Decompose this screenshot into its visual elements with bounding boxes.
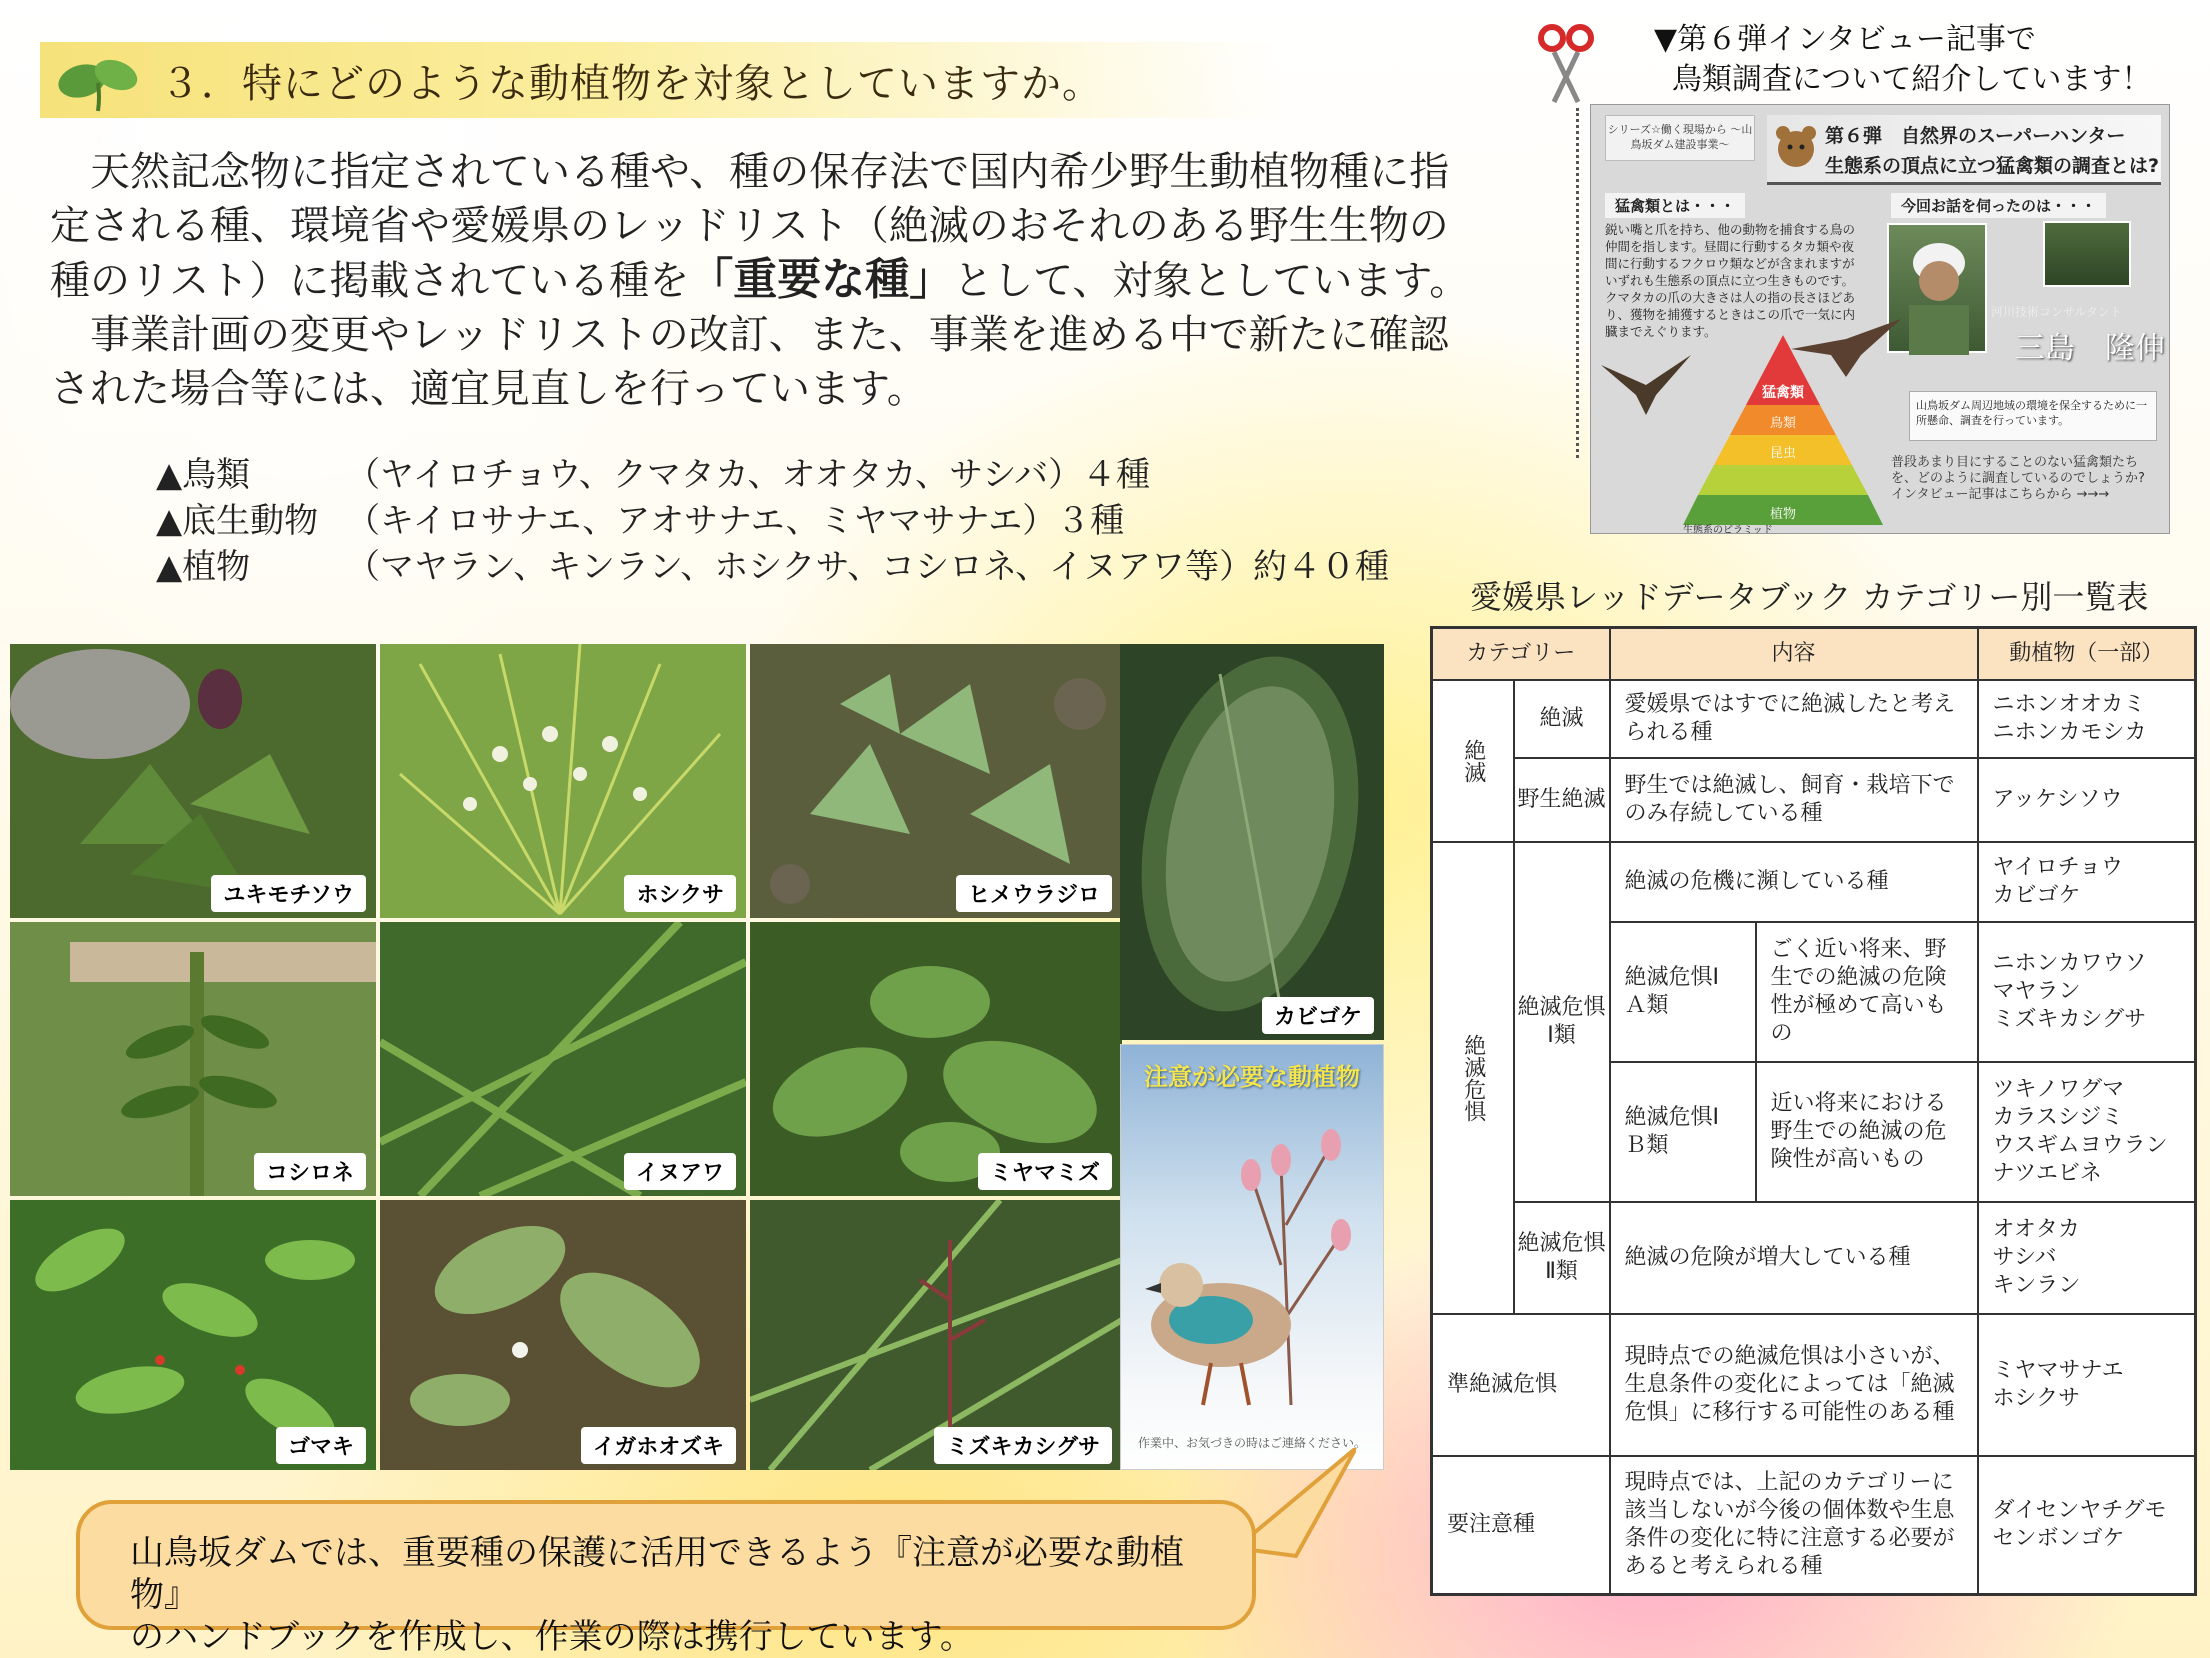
intro-p1-text-end: として、対象としています。 xyxy=(953,258,1470,304)
field-photo xyxy=(2043,221,2131,287)
series-label: シリーズ☆働く現場から ～山鳥坂ダム建設事業～ xyxy=(1605,115,1755,161)
category-species: ニホンカワウソ マヤラン ミズキカシグサ xyxy=(1978,922,2196,1062)
photo-kabigoke xyxy=(1120,644,1384,1040)
raptor-description: 鋭い嘴と爪を持ち、他の動物を捕食する鳥の仲間を指します。昼間に行動するタカ類や夜間に行動するフクロウ類などが含まれますがいずれも生態系の頂点に立つ生きものです。クマタカの爪の大きさは人の指の長さほどあり、獲物を捕獲するときはこの爪で一気に内臓までえぐります。 xyxy=(1605,222,1856,339)
category-dd: 要注意種 xyxy=(1432,1456,1610,1594)
article-header xyxy=(1767,115,2161,185)
table-row xyxy=(1432,680,2196,758)
table-header-row xyxy=(1432,628,2196,680)
photo-mizukikashigusa xyxy=(750,1200,1122,1470)
section-title: ３．特にどのような動植物を対象としていますか。 xyxy=(160,60,1103,107)
category-description: ごく近い将来、野生での絶滅の危険性が極めて高いもの xyxy=(1756,922,1978,1062)
species-category: ▲鳥類 xyxy=(156,455,251,495)
table-row xyxy=(1432,1314,2196,1456)
category-cr-ib: 絶滅危惧ⅠＢ類 xyxy=(1610,1062,1756,1202)
photo-label: ミズキカシグサ xyxy=(934,1427,1112,1464)
category-description: 現時点での絶滅危惧は小さいが、生息条件の変化によっては「絶滅危惧」に移行する可能性のある種 xyxy=(1610,1314,1978,1456)
table-row xyxy=(1432,842,2196,922)
pyramid-level: 猛禽類 xyxy=(1762,385,1804,401)
species-summary xyxy=(156,452,1389,590)
photo-hoshikusa xyxy=(380,644,746,918)
photo-gomaki xyxy=(10,1200,376,1470)
column-header-species: 動植物（一部） xyxy=(1978,628,2196,680)
photo-label: ミヤマミズ xyxy=(978,1153,1112,1190)
category-species: アッケシソウ xyxy=(1978,758,2196,842)
handbook-cover xyxy=(1120,1044,1384,1470)
category-extinct-wild: 野生絶滅 xyxy=(1514,758,1610,842)
category-species: ツキノワグマ カラスシジミ ウスギムヨウラン ナツエビネ xyxy=(1978,1062,2196,1202)
person-figure xyxy=(1889,225,1989,355)
category-vu: 絶滅危惧Ⅱ類 xyxy=(1514,1202,1610,1314)
photo-label: ヒメウラジロ xyxy=(956,875,1112,912)
species-detail: （キイロサナエ、アオサナエ、ミヤマサナエ）３種 xyxy=(346,501,1125,541)
pyramid-level: 昆虫 xyxy=(1769,446,1797,461)
interviewee-statement: 山鳥坂ダム周辺地域の環境を保全するために一所懸命、調査を行っています。 xyxy=(1909,391,2157,441)
category-group-extinct: 絶滅 xyxy=(1432,680,1514,842)
photo-label: イヌアワ xyxy=(624,1153,736,1190)
category-species: オオタカ サシバ キンラン xyxy=(1978,1202,2196,1314)
category-group-endangered: 絶滅危惧 xyxy=(1432,842,1514,1314)
eagle-icon xyxy=(1601,345,1691,415)
photo-label: カビゴケ xyxy=(1262,997,1374,1034)
photo-label: イガホオズキ xyxy=(581,1427,736,1464)
article-title-1: 第６弾 自然界のスーパーハンター xyxy=(1825,125,2126,147)
photo-label: ユキモチソウ xyxy=(211,875,366,912)
raptor-label: 猛禽類とは・・・ xyxy=(1605,193,1745,218)
bird-illustration xyxy=(1141,1105,1371,1425)
table-row xyxy=(1432,1456,2196,1594)
intro-p1-text: 天然記念物に指定されている種や、種の保存法で国内希少野生動植物種に指定される種、環境省や愛媛県のレッドリスト（絶滅のおそれのある野生生物の種のリスト）に掲載されている種を xyxy=(50,149,1450,304)
photo-himeurajiro xyxy=(750,644,1122,918)
category-cr: 絶滅危惧Ⅰ類 xyxy=(1514,842,1610,1202)
intro-paragraph-1 xyxy=(50,145,1470,308)
category-description: 近い将来における野生での絶滅の危険性が高いもの xyxy=(1756,1062,1978,1202)
intro-paragraph-2: 事業計画の変更やレッドリストの改訂、また、事業を進める中で新たに確認された場合等には、適宜見直しを行っています。 xyxy=(50,312,1449,412)
category-species: ニホンオオカミ ニホンカモシカ xyxy=(1978,680,2196,758)
intro-text xyxy=(50,145,1470,416)
category-description: 野生では絶滅し、飼育・栽培下でのみ存続している種 xyxy=(1610,758,1978,842)
category-species: ダイセンヤチグモ センボンゴケ xyxy=(1978,1456,2196,1594)
redlist-category-table xyxy=(1430,626,2197,1596)
bear-icon xyxy=(1773,123,1819,169)
category-species: ミヤマサナエ ホシクサ xyxy=(1978,1314,2196,1456)
species-detail: （マヤラン、キンラン、ホシクサ、コシロネ、イヌアワ等）約４０種 xyxy=(346,547,1390,587)
pyramid-level: 鳥類 xyxy=(1769,416,1797,431)
photo-inuawa xyxy=(380,922,746,1196)
pyramid-caption: 生態系のピラミッド xyxy=(1683,525,1773,534)
category-description: 現時点では、上記のカテゴリーに該当しないが今後の個体数や生息条件の変化に特に注意する必要があると考えられる種 xyxy=(1610,1456,1978,1594)
section-heading xyxy=(40,42,1280,118)
table-row xyxy=(1432,758,2196,842)
species-row-birds xyxy=(156,452,1389,498)
species-category: ▲植物 xyxy=(156,547,251,587)
interview-caption-line-2: 鳥類調査について紹介しています！ xyxy=(1672,62,2152,97)
interviewee-label: 今回お話を伺ったのは・・・ xyxy=(1891,193,2106,218)
photo-igahoozuki xyxy=(380,1200,746,1470)
photo-label: ホシクサ xyxy=(624,875,736,912)
species-photo-grid xyxy=(10,644,1122,1470)
photo-yukimochisou xyxy=(10,644,376,918)
interview-caption xyxy=(1654,20,2151,100)
species-detail: （ヤイロチョウ、クマタカ、オオタカ、サシバ）４種 xyxy=(346,455,1151,495)
table-row xyxy=(1432,1202,2196,1314)
photo-koshirone xyxy=(10,922,376,1196)
sprout-icon xyxy=(54,45,144,115)
category-species: ヤイロチョウ カビゴケ xyxy=(1978,842,2196,922)
callout-line-2: のハンドブックを作成し、作業の際は携行しています。 xyxy=(130,1617,974,1657)
category-cr-ia: 絶滅危惧ⅠＡ類 xyxy=(1610,922,1756,1062)
plant-photo xyxy=(1120,644,1384,1040)
column-header-content: 内容 xyxy=(1610,628,1978,680)
interviewee-photo xyxy=(1887,223,1987,353)
species-row-benthos xyxy=(156,498,1389,544)
category-nt: 準絶滅危惧 xyxy=(1432,1314,1610,1456)
cut-line xyxy=(1576,108,1579,458)
interview-article-thumbnail[interactable] xyxy=(1590,104,2170,534)
category-description: 絶滅の危険が増大している種 xyxy=(1610,1202,1978,1314)
interview-link-teaser[interactable]: 普段あまり目にすることのない猛禽類たちを、どのように調査しているのでしょうか? インタビュー記事はこちらから →→→ xyxy=(1891,455,2145,502)
category-description: 絶滅の危機に瀕している種 xyxy=(1610,842,1978,922)
scissors-icon xyxy=(1538,22,1594,106)
handbook-note: 作業中、お気づきの時はご連絡ください。 xyxy=(1137,1436,1366,1450)
handbook-callout xyxy=(76,1500,1256,1657)
species-row-plants xyxy=(156,544,1389,590)
article-title-2: 生態系の頂点に立つ猛禽類の調査とは? xyxy=(1825,155,2160,177)
ecosystem-pyramid xyxy=(1683,335,1883,525)
photo-miyamamizu xyxy=(750,922,1122,1196)
handbook-title: 注意が必要な動植物 xyxy=(1144,1063,1360,1091)
category-extinct: 絶滅 xyxy=(1514,680,1610,758)
callout-line-1: 山鳥坂ダムでは、重要種の保護に活用できるよう『注意が必要な動植物』 xyxy=(130,1533,1184,1615)
redlist-table-title: 愛媛県レッドデータブック カテゴリー別一覧表 xyxy=(1470,578,2149,616)
photo-label: コシロネ xyxy=(254,1153,366,1190)
important-species-term: 「重要な種」 xyxy=(689,254,954,305)
interviewee-name: 三島 隆伸 xyxy=(2015,331,2165,366)
pyramid-level: 植物 xyxy=(1769,507,1797,522)
species-category: ▲底生動物 xyxy=(156,501,319,541)
column-header-category: カテゴリー xyxy=(1432,628,1610,680)
photo-label: ゴマキ xyxy=(276,1427,366,1464)
interview-caption-line-1: ▼第６弾インタビュー記事で xyxy=(1654,22,2036,57)
interviewee-role: 河川技術コンサルタント xyxy=(1991,305,2122,319)
category-description: 愛媛県ではすでに絶滅したと考えられる種 xyxy=(1610,680,1978,758)
